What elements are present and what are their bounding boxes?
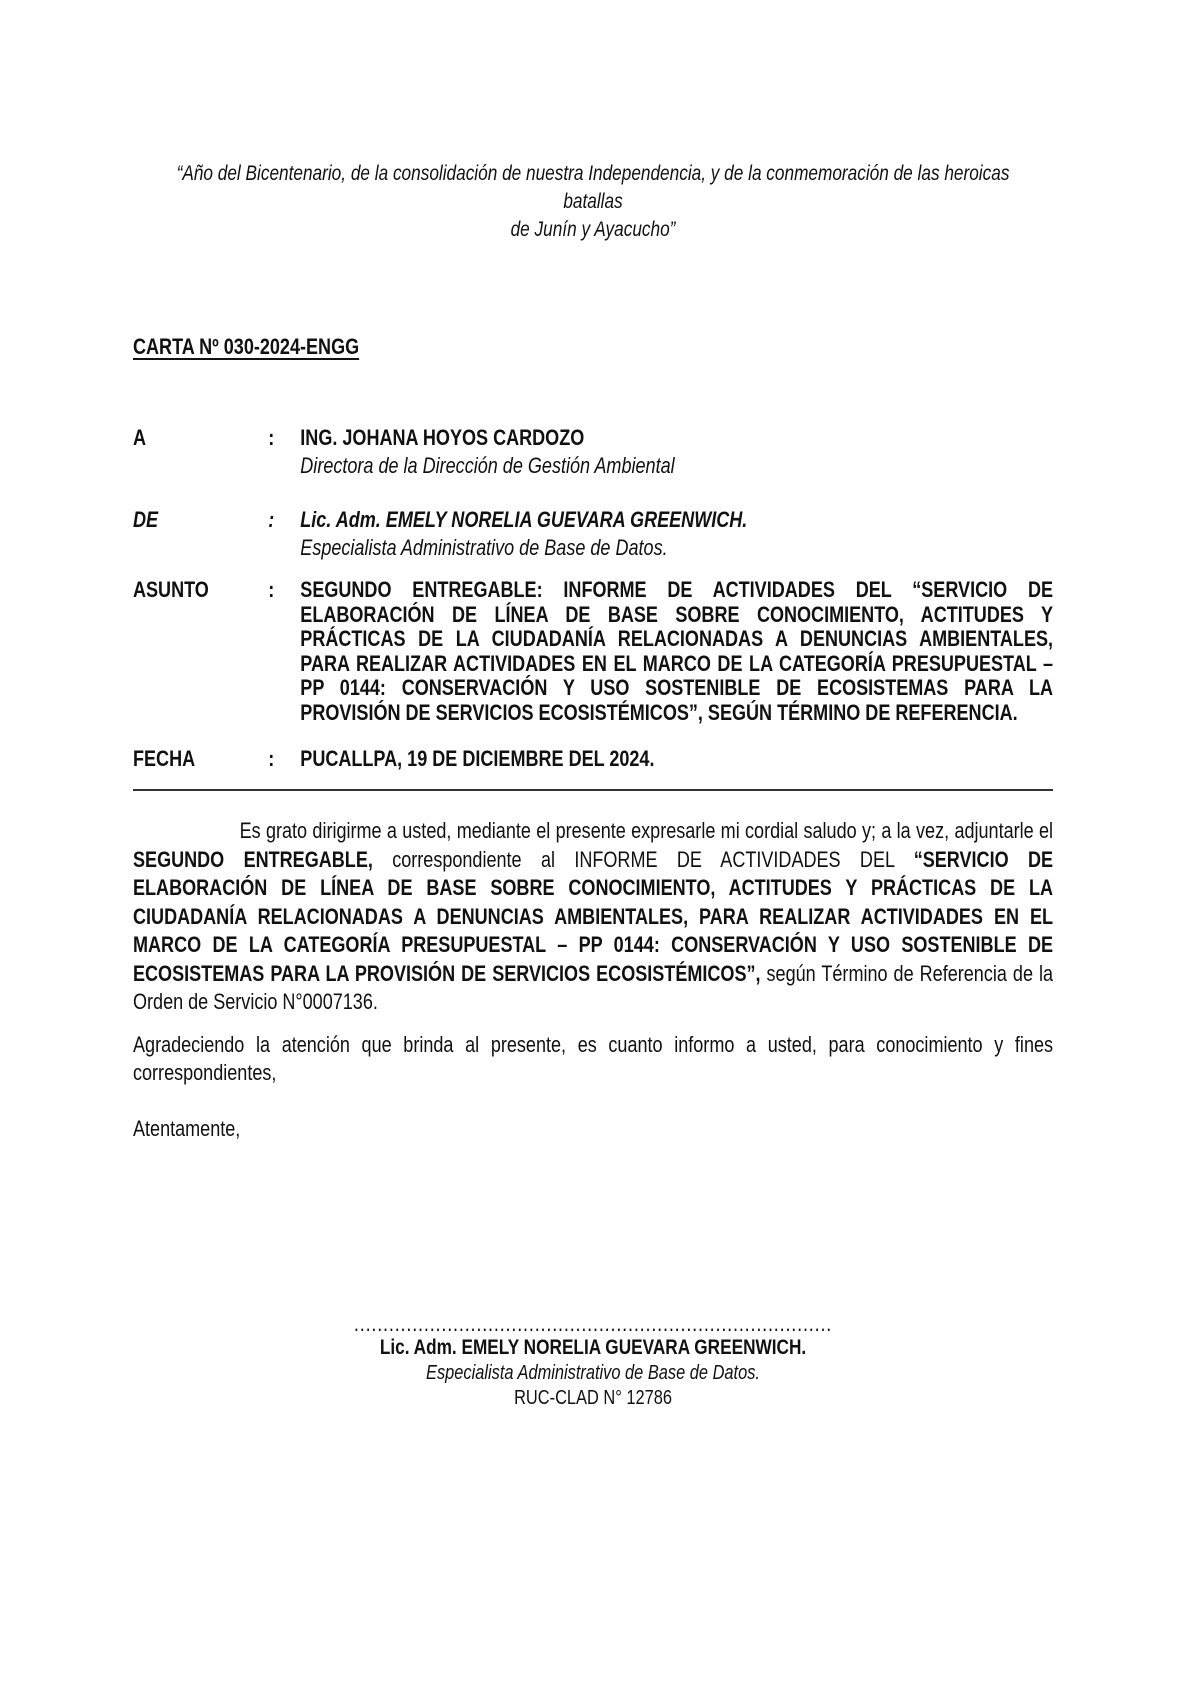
- colon-separator: :: [268, 425, 275, 450]
- body-p1-bold-deliverable: SEGUNDO ENTREGABLE,: [133, 846, 373, 872]
- recipient-name: ING. JOHANA HOYOS CARDOZO: [300, 425, 585, 450]
- body-paragraph-2: Agradeciendo la atención que brinda al presente, es cuanto informo a usted, para conocimiento y fines correspondientes,: [133, 1031, 1054, 1085]
- colon-separator: :: [268, 507, 275, 532]
- meta-label-from: DE: [133, 507, 159, 532]
- body-p1-text: correspondiente al INFORME DE ACTIVIDADES DEL: [372, 846, 914, 872]
- body-p1-bold-service-title: “SERVICIO DE ELABORACIÓN DE LÍNEA DE BASE SOBRE CONOCIMIENTO, ACTITUDES Y PRÁCTICAS DE LA CIUDADANÍA RELACIONADAS A DENUNCIAS AMBIENTALES, PARA REALIZAR ACTIVIDADES EN EL MARCO DE LA CATEGORÍA PRESUPUESTAL – PP 0144: CONSERVACIÓN Y USO SOSTENIBLE DE ECOSISTEMAS PARA LA PROVISIÓN DE SERVICIOS ECOSISTÉMICOS”,: [133, 846, 1054, 986]
- signature-role: Especialista Administrativo de Base de Datos.: [426, 1361, 760, 1384]
- meta-row-subject: [133, 578, 1053, 725]
- meta-label-subject: ASUNTO: [133, 577, 209, 602]
- header-quote-line1: “Año del Bicentenario, de la consolidación de nuestra Independencia, y de la conmemoración de las heroicas batallas: [176, 162, 1010, 213]
- recipient-role: Directora de la Dirección de Gestión Ambiental: [300, 453, 675, 478]
- meta-value-date: PUCALLPA, 19 DE DICIEMBRE DEL 2024.: [300, 746, 655, 771]
- letter-content-column: [133, 0, 1053, 1411]
- sender-name: Lic. Adm. EMELY NORELIA GUEVARA GREENWICH.: [300, 507, 748, 532]
- meta-label-date: FECHA: [133, 746, 196, 771]
- body-p1-text: según Término de Referencia de la Orden de Servicio N°0007136.: [133, 960, 1054, 1014]
- body-p1-text: Es grato dirigirme a usted, mediante el presente expresarle mi cordial saludo y; a la vez, adjuntarle el: [239, 818, 1054, 843]
- header-quote: [146, 160, 1040, 244]
- meta-value-from: [300, 506, 1053, 562]
- header-divider: [133, 789, 1053, 791]
- colon-separator: :: [268, 746, 275, 771]
- meta-row-to: [133, 424, 1053, 480]
- meta-label-to: A: [133, 425, 147, 450]
- closing-salutation: Atentamente,: [133, 1115, 241, 1141]
- signature-name: Lic. Adm. EMELY NORELIA GUEVARA GREENWICH.: [379, 1335, 807, 1359]
- signature-block: [133, 1310, 1053, 1411]
- header-quote-line2: de Junín y Ayacucho”: [510, 218, 676, 241]
- meta-value-to: [300, 424, 1053, 480]
- meta-row-from: [133, 506, 1053, 562]
- signature-ruc: RUC-CLAD N° 12786: [514, 1386, 672, 1409]
- colon-separator: :: [268, 577, 275, 602]
- body-paragraph-1: [133, 817, 1053, 1017]
- signature-dotted-line: ..................................................................................: [353, 1310, 833, 1336]
- letter-number-title: CARTA Nº 030-2024-ENGG: [133, 334, 360, 359]
- meta-value-subject: SEGUNDO ENTREGABLE: INFORME DE ACTIVIDADES DEL “SERVICIO DE ELABORACIÓN DE LÍNEA DE BASE SOBRE CONOCIMIENTO, ACTITUDES Y PRÁCTICAS DE LA CIUDADANÍA RELACIONADAS A DENUNCIAS AMBIENTALES, PARA REALIZAR ACTIVIDADES EN EL MARCO DE LA CATEGORÍA PRESUPUESTAL – PP 0144: CONSERVACIÓN Y USO SOSTENIBLE DE ECOSISTEMAS PARA LA PROVISIÓN DE SERVICIOS ECOSISTÉMICOS”, SEGÚN TÉRMINO DE REFERENCIA.: [300, 577, 1054, 725]
- meta-row-date: [133, 745, 1053, 773]
- sender-role: Especialista Administrativo de Base de Datos.: [300, 535, 668, 560]
